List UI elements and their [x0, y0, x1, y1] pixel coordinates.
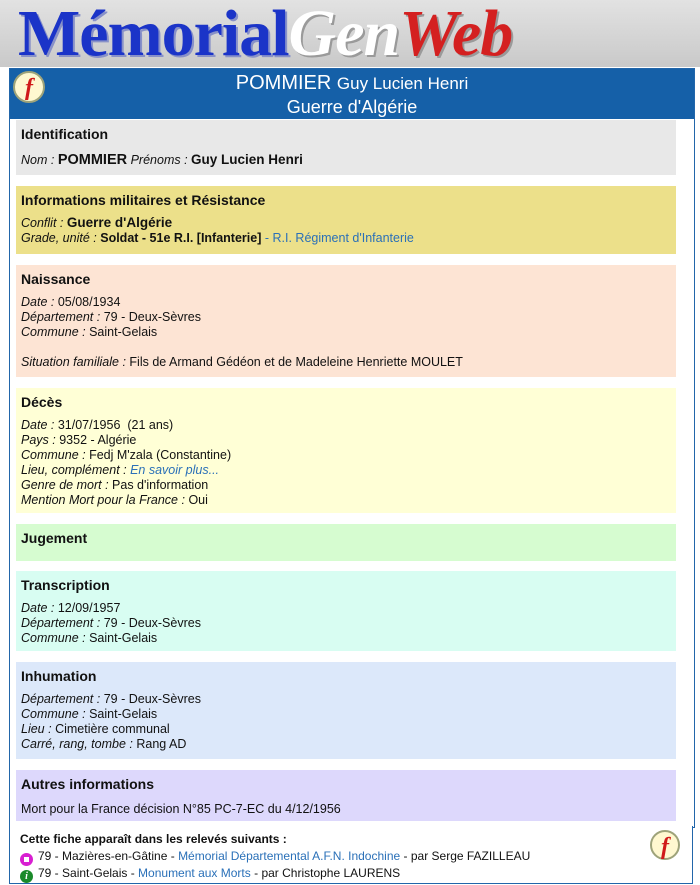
- field-value: 05/08/1934: [57, 295, 121, 309]
- releve-link[interactable]: Mémorial Départemental A.F.N. Indochine: [178, 849, 401, 863]
- section-naissance: [16, 265, 676, 377]
- deces-lieu-row: [21, 463, 671, 478]
- releves-title: Cette fiche apparaît dans les relevés suivants :: [20, 832, 287, 846]
- field-value: Rang AD: [136, 737, 187, 751]
- field-label: Commune :: [21, 448, 86, 462]
- field-value: 12/09/1957: [57, 601, 121, 615]
- regiment-link[interactable]: - R.I. Régiment d'Infanterie: [264, 231, 414, 245]
- identity-row: [21, 152, 671, 168]
- field-value: 79 - Deux-Sèvres: [103, 692, 201, 706]
- logo-part-gen: Gen: [288, 0, 400, 67]
- nom-label: Nom :: [21, 153, 55, 167]
- section-title: Inhumation: [21, 668, 97, 684]
- field-value: Cimetière communal: [55, 722, 170, 736]
- naissance-commune-row: [21, 325, 671, 340]
- releves-footer: [9, 826, 693, 884]
- naissance-dept-row: [21, 310, 671, 325]
- section-autres-informations: [16, 770, 676, 821]
- field-label: Date :: [21, 418, 55, 432]
- naissance-date-row: [21, 295, 671, 310]
- field-value: Saint-Gelais: [89, 707, 158, 721]
- grade-label: Grade, unité :: [21, 231, 97, 245]
- section-title: Transcription: [21, 577, 110, 593]
- field-label: Département :: [21, 616, 101, 630]
- field-label: Commune :: [21, 631, 86, 645]
- autres-text: Mort pour la France décision N°85 PC-7-EC du 4/12/1956: [21, 802, 341, 816]
- en-savoir-plus-link[interactable]: En savoir plus...: [130, 463, 220, 477]
- field-value: 79 - Deux-Sèvres: [103, 616, 201, 630]
- deces-pays-row: [21, 433, 671, 448]
- situation-row: [21, 355, 671, 370]
- conflit-label: Conflit :: [21, 216, 64, 230]
- header-given-names: Guy Lucien Henri: [336, 74, 469, 93]
- deces-commune-row: [21, 448, 671, 463]
- field-label: Lieu, complément :: [21, 463, 127, 477]
- field-label: Lieu :: [21, 722, 52, 736]
- field-value: Fils de Armand Gédéon et de Madeleine Henriette MOULET: [129, 355, 463, 369]
- section-military: [16, 186, 676, 254]
- releve-author: - par Christophe LAURENS: [254, 866, 401, 880]
- releve-item: [20, 849, 530, 866]
- conflit-value: Guerre d'Algérie: [66, 215, 173, 230]
- inhumation-carre-row: [21, 737, 671, 752]
- section-title: Autres informations: [21, 776, 155, 792]
- facebook-share-icon[interactable]: f: [650, 830, 680, 860]
- grade-row: [21, 231, 671, 246]
- section-jugement: [16, 524, 676, 561]
- prenoms-label: Prénoms :: [130, 153, 188, 167]
- facebook-share-icon[interactable]: f: [13, 71, 45, 103]
- record-frame: [9, 68, 695, 828]
- logo-part-memorial: Mémorial: [18, 0, 289, 67]
- section-inhumation: [16, 662, 676, 759]
- inhumation-commune-row: [21, 707, 671, 722]
- conflit-row: [21, 215, 671, 231]
- record-name: [10, 72, 694, 95]
- field-value: 31/07/1956 (21 ans): [57, 418, 174, 432]
- section-title: Jugement: [21, 530, 88, 546]
- deces-genre-row: [21, 478, 671, 493]
- field-label: Date :: [21, 295, 55, 309]
- field-label: Commune :: [21, 707, 86, 721]
- section-title: Décès: [21, 394, 63, 410]
- deces-date-row: [21, 418, 671, 433]
- field-value: 9352 - Algérie: [59, 433, 137, 447]
- field-label: Département :: [21, 310, 101, 324]
- field-label: Pays :: [21, 433, 56, 447]
- field-value: Saint-Gelais: [89, 325, 158, 339]
- record-header: [10, 69, 694, 119]
- section-identification: [16, 120, 676, 175]
- field-label: Carré, rang, tombe :: [21, 737, 133, 751]
- grade-value: Soldat - 51e R.I. [Infanterie]: [100, 231, 262, 245]
- section-deces: [16, 388, 676, 513]
- releve-link[interactable]: Monument aux Morts: [138, 866, 251, 880]
- section-title: Informations militaires et Résistance: [21, 192, 266, 208]
- field-label: Situation familiale :: [21, 355, 126, 369]
- field-label: Date :: [21, 601, 55, 615]
- square-marker-icon: [20, 853, 33, 866]
- deces-mention-row: [21, 493, 671, 508]
- inhumation-lieu-row: [21, 722, 671, 737]
- section-transcription: [16, 571, 676, 651]
- field-value: Fedj M'zala (Constantine): [89, 448, 232, 462]
- field-value: 79 - Deux-Sèvres: [103, 310, 201, 324]
- section-title: Identification: [21, 126, 109, 142]
- info-marker-icon: i: [20, 870, 33, 883]
- header-conflict: Guerre d'Algérie: [286, 97, 418, 117]
- section-title: Naissance: [21, 271, 91, 287]
- transcription-date-row: [21, 601, 671, 616]
- logo-part-web: Web: [399, 0, 513, 67]
- field-value: Oui: [188, 493, 208, 507]
- releve-place: 79 - Mazières-en-Gâtine -: [38, 849, 175, 863]
- transcription-dept-row: [21, 616, 671, 631]
- prenoms-value: Guy Lucien Henri: [191, 152, 303, 167]
- field-label: Genre de mort :: [21, 478, 109, 492]
- releve-place: 79 - Saint-Gelais -: [38, 866, 135, 880]
- header-surname: POMMIER: [235, 72, 332, 94]
- releve-item: [20, 866, 400, 883]
- site-logo: [18, 0, 512, 67]
- field-value: Saint-Gelais: [89, 631, 158, 645]
- field-label: Département :: [21, 692, 101, 706]
- nom-value: POMMIER: [57, 152, 128, 168]
- field-label: Mention Mort pour la France :: [21, 493, 185, 507]
- site-banner[interactable]: [0, 0, 700, 67]
- inhumation-dept-row: [21, 692, 671, 707]
- transcription-commune-row: [21, 631, 671, 646]
- releve-author: - par Serge FAZILLEAU: [403, 849, 531, 863]
- field-value: Pas d'information: [112, 478, 209, 492]
- field-label: Commune :: [21, 325, 86, 339]
